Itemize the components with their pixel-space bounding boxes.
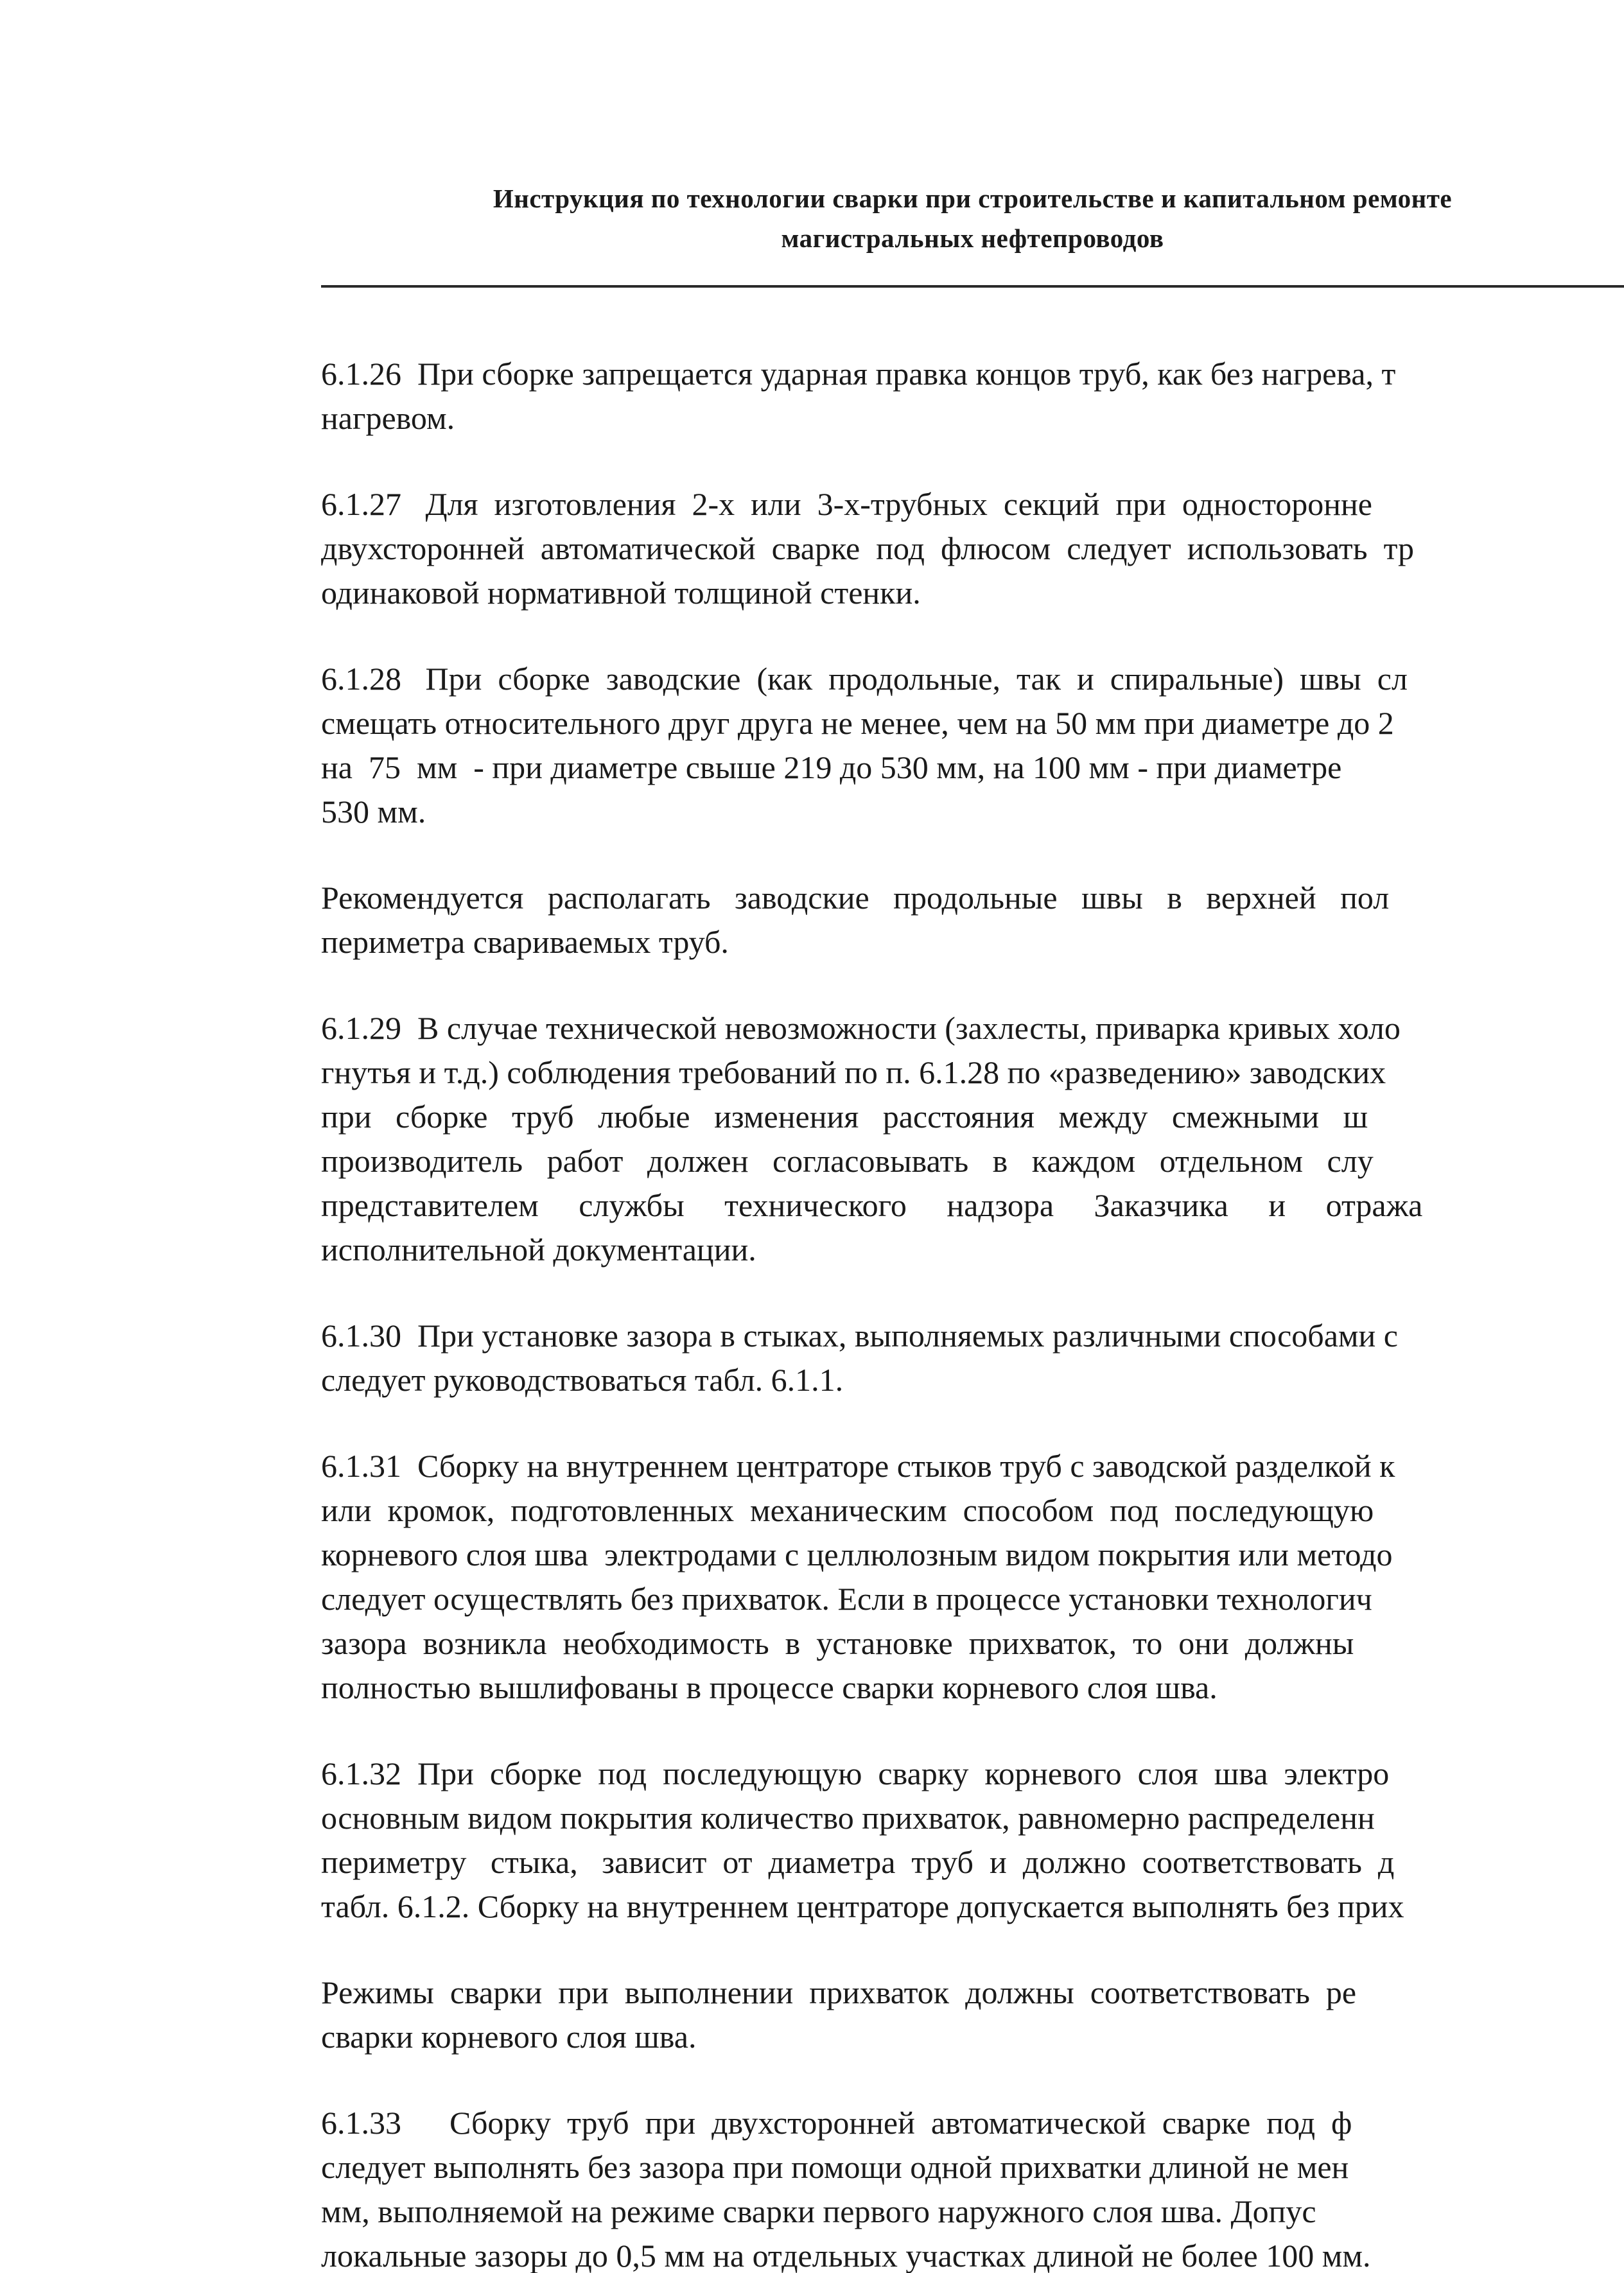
- text-line: 6.1.32 При сборке под последующую сварку корневого слоя шва электро: [321, 1755, 1390, 1791]
- text-line: 6.1.27 Для изготовления 2-х или 3-х-трубных секций при односторонне: [321, 486, 1372, 522]
- text-line: табл. 6.1.2. Сборку на внутреннем центраторе допускается выполнять без прих: [321, 1888, 1404, 1924]
- text-line: смещать относительного друг друга не менее, чем на 50 мм при диаметре до 2: [321, 705, 1394, 741]
- text-line: следует руководствоваться табл. 6.1.1.: [321, 1362, 844, 1398]
- text-line: периметру стыка, зависит от диаметра труб и должно соответствовать д: [321, 1844, 1395, 1880]
- text-line: 6.1.28 При сборке заводские (как продольные, так и спиральные) швы сл: [321, 661, 1408, 697]
- text-line: одинаковой нормативной толщиной стенки.: [321, 575, 921, 611]
- text-line: следует осуществлять без прихваток. Если в процессе установки технологич: [321, 1581, 1372, 1617]
- document-header: [321, 179, 1624, 258]
- text-line: 6.1.26 При сборке запрещается ударная правка концов труб, как без нагрева, т: [321, 356, 1396, 392]
- text-line: полностью вышлифованы в процессе сварки корневого слоя шва.: [321, 1669, 1218, 1705]
- text-line: сварки корневого слоя шва.: [321, 2019, 697, 2055]
- paragraph: [321, 1314, 1624, 1402]
- text-line: представителем службы технического надзора Заказчика и отража: [321, 1187, 1423, 1223]
- paragraph: [321, 1444, 1624, 1710]
- text-line: 530 мм.: [321, 794, 426, 830]
- text-line: 6.1.30 При установке зазора в стыках, выполняемых различными способами с: [321, 1318, 1398, 1354]
- text-line: следует выполнять без зазора при помощи одной прихватки длиной не мен: [321, 2149, 1349, 2185]
- header-title-line-1: Инструкция по технологии сварки при строительстве и капитальном ремонте: [493, 184, 1453, 213]
- text-line: основным видом покрытия количество прихваток, равномерно распределенн: [321, 1800, 1375, 1836]
- header-divider: [321, 285, 1624, 288]
- text-line: при сборке труб любые изменения расстояния между смежными ш: [321, 1099, 1368, 1135]
- text-line: Рекомендуется располагать заводские продольные швы в верхней пол: [321, 880, 1390, 916]
- text-line: 6.1.31 Сборку на внутреннем центраторе стыков труб с заводской разделкой к: [321, 1448, 1395, 1484]
- text-line: производитель работ должен согласовывать в каждом отдельном слу: [321, 1143, 1374, 1179]
- text-line: зазора возникла необходимость в установке прихваток, то они должны: [321, 1625, 1354, 1661]
- header-title-line-2: магистральных нефтепроводов: [781, 223, 1164, 253]
- text-line: Режимы сварки при выполнении прихваток должны соответствовать ре: [321, 1974, 1357, 2010]
- paragraph: [321, 352, 1624, 440]
- text-line: периметра свариваемых труб.: [321, 924, 729, 960]
- paragraph: [321, 657, 1624, 834]
- text-line: или кромок, подготовленных механическим способом под последующую: [321, 1492, 1374, 1528]
- document-body: [321, 352, 1624, 2273]
- paragraph: [321, 876, 1624, 964]
- text-line: гнутья и т.д.) соблюдения требований по п. 6.1.28 по «разведению» заводских: [321, 1054, 1386, 1090]
- paragraph: [321, 1971, 1624, 2059]
- text-line: нагревом.: [321, 400, 455, 436]
- text-line: локальные зазоры до 0,5 мм на отдельных участках длиной не более 100 мм.: [321, 2238, 1371, 2273]
- text-line: мм, выполняемой на режиме сварки первого наружного слоя шва. Допус: [321, 2193, 1316, 2229]
- paragraph: [321, 2101, 1624, 2273]
- text-line: на 75 мм - при диаметре свыше 219 до 530 мм, на 100 мм - при диаметре: [321, 749, 1342, 785]
- paragraph: [321, 1752, 1624, 1929]
- text-line: корневого слоя шва электродами с целлюлозным видом покрытия или методо: [321, 1537, 1393, 1572]
- paragraph: [321, 1006, 1624, 1272]
- paragraph: [321, 482, 1624, 615]
- text-line: двухсторонней автоматической сварке под флюсом следует использовать тр: [321, 530, 1415, 566]
- text-line: 6.1.33 Сборку труб при двухсторонней автоматической сварке под ф: [321, 2105, 1352, 2141]
- text-line: 6.1.29 В случае технической невозможности (захлесты, приварка кривых холо: [321, 1010, 1401, 1046]
- text-line: исполнительной документации.: [321, 1232, 756, 1267]
